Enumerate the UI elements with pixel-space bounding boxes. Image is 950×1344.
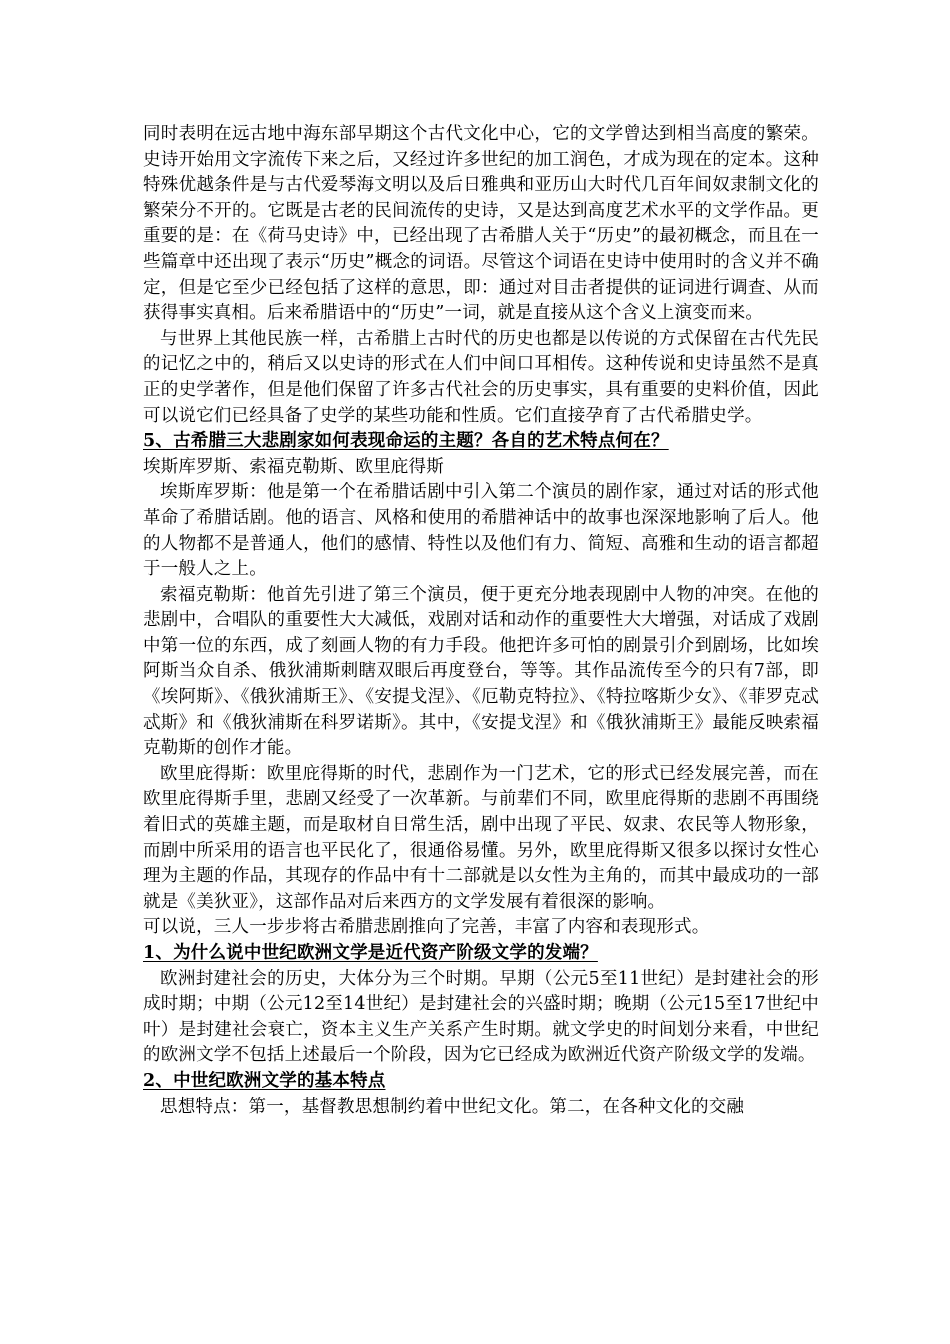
paragraph-aeschylus: 埃斯库罗斯：他是第一个在希腊话剧中引入第二个演员的剧作家，通过对话的形式他革命了希腊话剧。他的语言、风格和使用的希腊神话中的故事也深深地影响了后人。他的人物都不是普通人，他们的感情、特性以及他们有力、简短、高雅和生动的语言都超于一般人之上。 [143, 482, 819, 580]
paragraph-euripides: 欧里庇得斯：欧里庇得斯的时代，悲剧作为一门艺术，它的形式已经发展完善，而在欧里庇得斯手里，悲剧又经受了一次革新。与前辈们不同，欧里庇得斯的悲剧不再围绕着旧式的英雄主题，而是取材自日常生活，剧中出现了平民、奴隶、农民等人物形象，而剧中所采用的语言也平民化了，很通俗易懂。另外，欧里庇得斯又很多以探讨女性心理为主题的作品，其现存的作品中有十二部就是以女性为主角的，而其中最成功的一部就是《美狄亚》，这部作品对后来西方的文学发展有着很深的影响。 [143, 763, 819, 912]
paragraph-feudal-periods: 欧洲封建社会的历史，大体分为三个时期。早期（公元5至11世纪）是封建社会的形成时期；中期（公元12至14世纪）是封建社会的兴盛时期；晚期（公元15至17世纪中叶）是封建社会衰亡，资本主义生产关系产生时期。就文学史的时间划分来看，中世纪的欧洲文学不包括上述最后一个阶段，因为它已经成为欧洲近代资产阶级文学的发端。 [143, 968, 819, 1066]
heading-three-tragedians: 5、古希腊三大悲剧家如何表现命运的主题？各自的艺术特点何在？ [143, 431, 669, 452]
paragraph-summary: 可以说，三人一步步将古希腊悲剧推向了完善，丰富了内容和表现形式。 [143, 917, 710, 938]
heading-medieval-features: 2、中世纪欧洲文学的基本特点 [143, 1070, 386, 1091]
paragraph-thought-features: 思想特点：第一，基督教思想制约着中世纪文化。第二，在各种文化的交融 [160, 1096, 745, 1117]
paragraph-tragedian-names: 埃斯库罗斯、索福克勒斯、欧里庇得斯 [143, 456, 444, 477]
paragraph-homer-epic: 同时表明在远古地中海东部早期这个古代文化中心，它的文学曾达到相当高度的繁荣。史诗开始用文字流传下来之后，又经过许多世纪的加工润色，才成为现在的定本。这种特殊优越条件是与古代爱琴海文明以及后日雅典和亚历山大时代几百年间奴隶制文化的繁荣分不开的。它既是古老的民间流传的史诗，又是达到高度艺术水平的文学作品。更重要的是：在《荷马史诗》中，已经出现了古希腊人关于“历史”的最初概念，而且在一些篇章中还出现了表示“历史”概念的词语。尽管这个词语在史诗中使用时的含义并不确定，但是它至少已经包括了这样的意思，即：通过对目击者提供的证词进行调查、从而获得事实真相。后来希腊语中的“历史”一词，就是直接从这个含义上演变而来。 [143, 124, 819, 324]
heading-medieval-literature-origin: 1、为什么说中世纪欧洲文学是近代资产阶级文学的发端？ [143, 943, 598, 963]
paragraph-sophocles: 索福克勒斯：他首先引进了第三个演员，便于更充分地表现剧中人物的冲突。在他的悲剧中，合唱队的重要性大大减低，戏剧对话和动作的重要性大大增强，对话成了戏剧中第一位的东西，成了刻画人物的有力手段。他把许多可怕的剧景引介到剧场，比如埃阿斯当众自杀、俄狄浦斯刺瞎双眼后再度登台，等等。其作品流传至今的只有7部，即《埃阿斯》、《俄狄浦斯王》、《安提戈涅》、《厄勒克特拉》、《特拉喀斯少女》、《菲罗克忒忒斯》和《俄狄浦斯在科罗诺斯》。其中，《安提戈涅》和《俄狄浦斯王》最能反映索福克勒斯的创作才能。 [143, 584, 819, 759]
paragraph-legend-history: 与世界上其他民族一样，古希腊上古时代的历史也都是以传说的方式保留在古代先民的记忆之中的，稍后又以史诗的形式在人们中间口耳相传。这种传说和史诗虽然不是真正的史学著作，但是他们保留了许多古代社会的历史事实，具有重要的史料价值，因此可以说它们已经具备了史学的某些功能和性质。它们直接孕育了古代希腊史学。 [143, 328, 819, 426]
document-page [143, 122, 819, 1120]
